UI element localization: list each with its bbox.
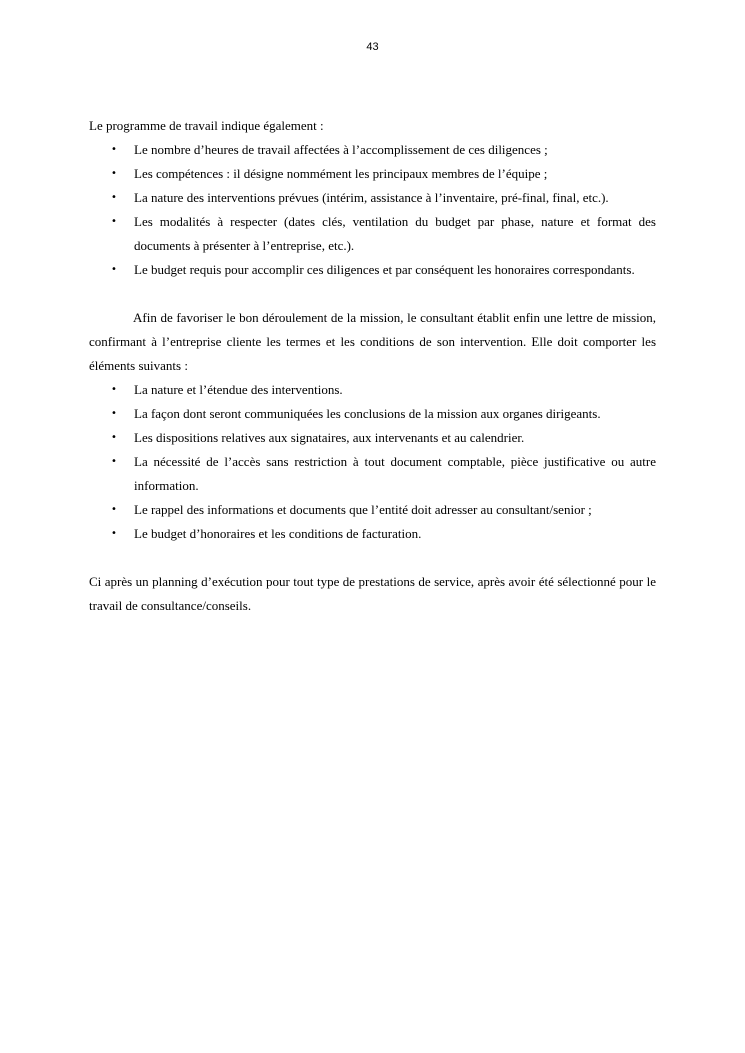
bullet-icon: •	[111, 384, 117, 395]
bullet-icon: •	[111, 264, 117, 275]
list-item-text: La nature des interventions prévues (intérim, assistance à l’inventaire, pré-final, final, etc.).	[134, 190, 609, 205]
section2-intro: Afin de favoriser le bon déroulement de la mission, le consultant établit enfin une lettre de mission, confirmant à l’entreprise cliente les termes et les conditions de son intervention. Elle doit comporter les éléments suivants :	[89, 310, 656, 373]
page-number: 43	[366, 41, 379, 53]
list-item	[89, 210, 656, 258]
list-item	[89, 522, 656, 546]
section1-list	[89, 138, 656, 282]
list-item-text: Le budget d’honoraires et les conditions de facturation.	[134, 526, 422, 541]
list-item-text: Les compétences : il désigne nommément les principaux membres de l’équipe ;	[134, 166, 548, 181]
list-item-text: Les modalités à respecter (dates clés, ventilation du budget par phase, nature et format des documents à présenter à l’entreprise, etc.).	[134, 214, 656, 253]
list-item-text: La nature et l’étendue des interventions.	[134, 382, 343, 397]
closing-paragraph: Ci après un planning d’exécution pour tout type de prestations de service, après avoir été sélectionné pour le travail de consultance/conseils.	[89, 574, 656, 613]
bullet-icon: •	[111, 432, 117, 443]
list-item	[89, 162, 656, 186]
document-body	[89, 114, 656, 618]
list-item-text: Le rappel des informations et documents que l’entité doit adresser au consultant/senior ;	[134, 502, 592, 517]
list-item-text: Les dispositions relatives aux signataires, aux intervenants et au calendrier.	[134, 430, 525, 445]
list-item-text: La nécessité de l’accès sans restriction à tout document comptable, pièce justificative ou autre information.	[134, 454, 656, 493]
section2-list	[89, 378, 656, 546]
list-item	[89, 498, 656, 522]
list-item-text: Le budget requis pour accomplir ces diligences et par conséquent les honoraires correspondants.	[134, 262, 635, 277]
list-item	[89, 402, 656, 426]
bullet-icon: •	[111, 504, 117, 515]
bullet-icon: •	[111, 192, 117, 203]
bullet-icon: •	[111, 144, 117, 155]
list-item	[89, 258, 656, 282]
bullet-icon: •	[111, 168, 117, 179]
section1-intro: Le programme de travail indique également :	[89, 118, 324, 133]
list-item	[89, 378, 656, 402]
spacer	[89, 282, 656, 306]
bullet-icon: •	[111, 216, 117, 227]
list-item	[89, 426, 656, 450]
spacer	[89, 546, 656, 570]
bullet-icon: •	[111, 528, 117, 539]
list-item-text: La façon dont seront communiquées les conclusions de la mission aux organes dirigeants.	[134, 406, 601, 421]
bullet-icon: •	[111, 408, 117, 419]
list-item	[89, 450, 656, 498]
list-item	[89, 138, 656, 162]
bullet-icon: •	[111, 456, 117, 467]
list-item-text: Le nombre d’heures de travail affectées à l’accomplissement de ces diligences ;	[134, 142, 548, 157]
list-item	[89, 186, 656, 210]
